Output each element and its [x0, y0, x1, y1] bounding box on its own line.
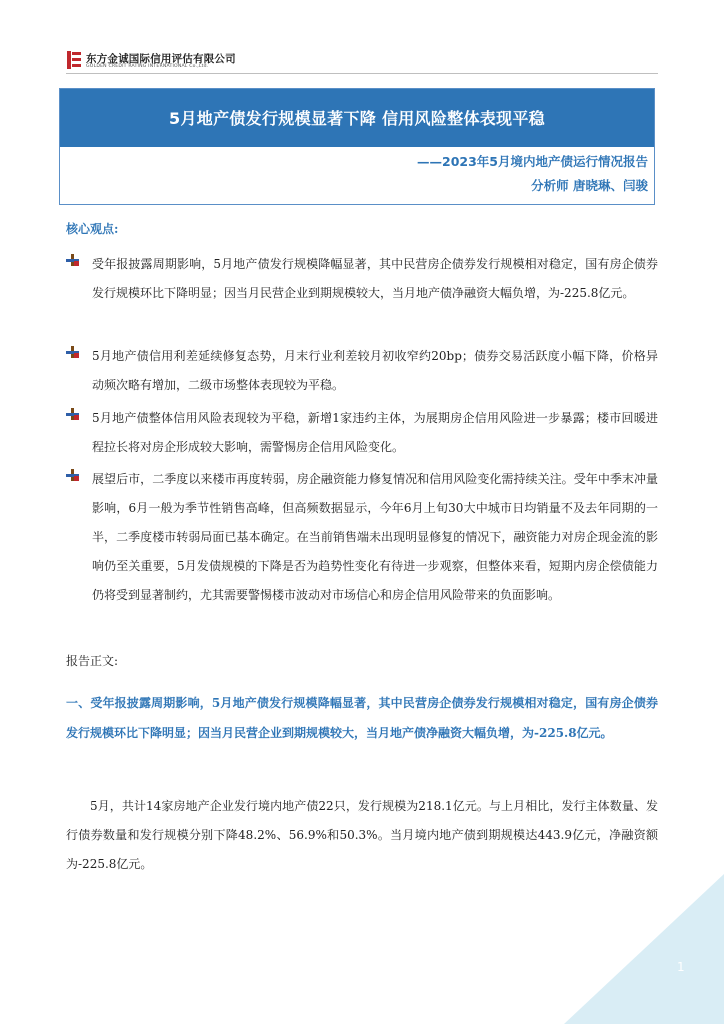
report-body-label: 报告正文:	[66, 654, 119, 668]
bullet-icon	[66, 346, 80, 358]
report-subtitle: ——2023年5月境内地产债运行情况报告	[417, 154, 648, 169]
bullet-icon	[66, 408, 80, 420]
company-name-cn: 东方金诚国际信用评估有限公司	[86, 53, 236, 65]
company-logo	[66, 48, 256, 74]
bullet-icon	[66, 469, 80, 481]
report-analysts: 分析师 唐晓琳、闫骏	[531, 178, 648, 193]
core-view-text: 受年报披露周期影响，5月地产债发行规模降幅显著，其中民营房企债券发行规模相对稳定，国有房企债券发行规模环比下降明显；因当月民营企业到期规模较大，当月地产债净融资大幅负增，为-225.8亿元。	[92, 257, 658, 300]
core-view-item	[66, 404, 658, 462]
report-title: 5月地产债发行规模显著下降 信用风险整体表现平稳	[169, 109, 545, 128]
section-heading: 一、受年报披露周期影响，5月地产债发行规模降幅显著，其中民营房企债券发行规模相对稳定，国有房企债券发行规模环比下降明显；因当月民营企业到期规模较大，当月地产债净融资大幅负增，为-225.8亿元。	[66, 696, 658, 740]
company-name-en: GOLDEN CREDIT RATING INTERNATIONAL Co.,Ltd.	[86, 64, 209, 69]
bullet-icon	[66, 254, 80, 266]
corner-decoration	[524, 874, 724, 1024]
core-view-text: 5月地产债信用利差延续修复态势，月末行业利差较月初收窄约20bp；债券交易活跃度小幅下降，价格异动频次略有增加，二级市场整体表现较为平稳。	[92, 349, 658, 392]
header-divider	[66, 73, 658, 74]
core-view-item	[66, 465, 658, 610]
core-view-text: 5月地产债整体信用风险表现较为平稳，新增1家违约主体，为展期房企信用风险进一步暴露；楼市回暖进程拉长将对房企形成较大影响，需警惕房企信用风险变化。	[92, 411, 658, 454]
page-number: 1	[677, 960, 685, 974]
core-views-label: 核心观点:	[66, 222, 119, 236]
core-view-text: 展望后市，二季度以来楼市再度转弱，房企融资能力修复情况和信用风险变化需持续关注。受年中季末冲量影响，6月一般为季节性销售高峰，但高频数据显示，今年6月上旬30大中城市日均销量不及去年同期的一半，二季度楼市转弱局面已基本确定。在当前销售端未出现明显修复的情况下，融资能力对房企现金流的影响仍至关重要，5月发债规模的下降是否为趋势性变化有待进一步观察，但整体来看，短期内房企偿债能力仍将受到显著制约，尤其需要警惕楼市波动对市场信心和房企信用风险带来的负面影响。	[92, 472, 658, 602]
core-view-item	[66, 342, 658, 400]
title-band	[60, 89, 654, 147]
body-paragraph: 5月，共计14家房地产企业发行境内地产债22只，发行规模为218.1亿元。与上月相比，发行主体数量、发行债券数量和发行规模分别下降48.2%、56.9%和50.3%。当月境内地产债到期规模达443.9亿元，净融资额为-225.8亿元。	[66, 799, 658, 871]
report-title-box	[59, 88, 655, 205]
company-logo-icon	[66, 50, 82, 70]
core-view-item	[66, 250, 658, 308]
